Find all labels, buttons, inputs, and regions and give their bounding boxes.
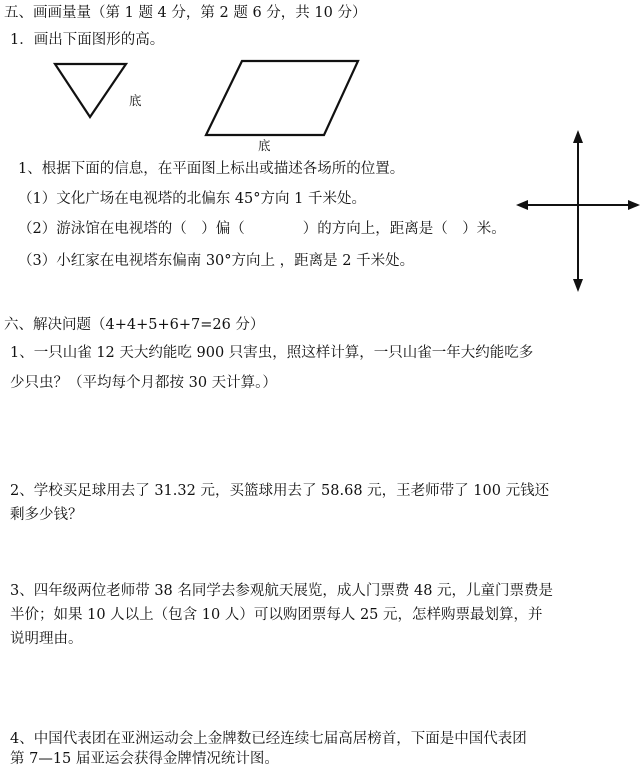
problem-1-line-1: 1、一只山雀 12 天大约能吃 900 只害虫，照这样计算，一只山雀一年大约能吃多 [10,345,534,361]
triangle-figure [55,64,126,117]
problem-3-line-2: 半价；如果 10 人以上（包含 10 人）可以购团票每人 25 元，怎样购票最划算，并 [10,607,543,623]
problem-2-line-1: 2、学校买足球用去了 31.32 元，买篮球用去了 58.68 元，王老师带了 100 元钱还 [10,483,550,499]
arrow-right-icon [628,200,640,210]
problem-2-line-2: 剩多少钱？ [10,507,83,523]
compass-cross [516,130,640,292]
arrow-up-icon [573,130,583,143]
question-2-item-3: （3）小红家在电视塔东偏南 30°方向上 ，距离是 2 千米处。 [18,253,415,269]
problem-3-line-3: 说明理由。 [10,631,83,647]
parallelogram-base-label: 底 [258,138,271,153]
question-1: 1．画出下面图形的高。 [10,32,165,48]
question-2-item-1: （1）文化广场在电视塔的北偏东 45°方向 1 千米处。 [18,191,366,207]
problem-3-line-1: 3、四年级两位老师带 38 名同学去参观航天展览，成人门票费 48 元，儿童门票费是 [10,583,554,599]
problem-4-line-1: 4、中国代表团在亚洲运动会上金牌数已经连续七届高居榜首，下面是中国代表团 [10,731,527,747]
problem-1-line-2: 少只虫？（平均每个月都按 30 天计算。） [10,375,277,391]
question-2-intro: 1、根据下面的信息，在平面图上标出或描述各场所的位置。 [18,161,405,177]
section6-title: 六、解决问题（4+4+5+6+7=26 分） [4,317,265,333]
triangle-base-label: 底 [129,93,142,108]
problem-4-line-2: 第 7—15 届亚运会获得金牌情况统计图。 [10,751,279,767]
question-2-item-2: （2）游泳馆在电视塔的（ ）偏（ ）的方向上，距离是（ ）米。 [18,221,506,237]
arrow-down-icon [573,279,583,292]
parallelogram-figure [206,61,358,135]
section5-title: 五、画画量量（第 1 题 4 分，第 2 题 6 分，共 10 分） [4,5,367,21]
arrow-left-icon [516,200,528,210]
